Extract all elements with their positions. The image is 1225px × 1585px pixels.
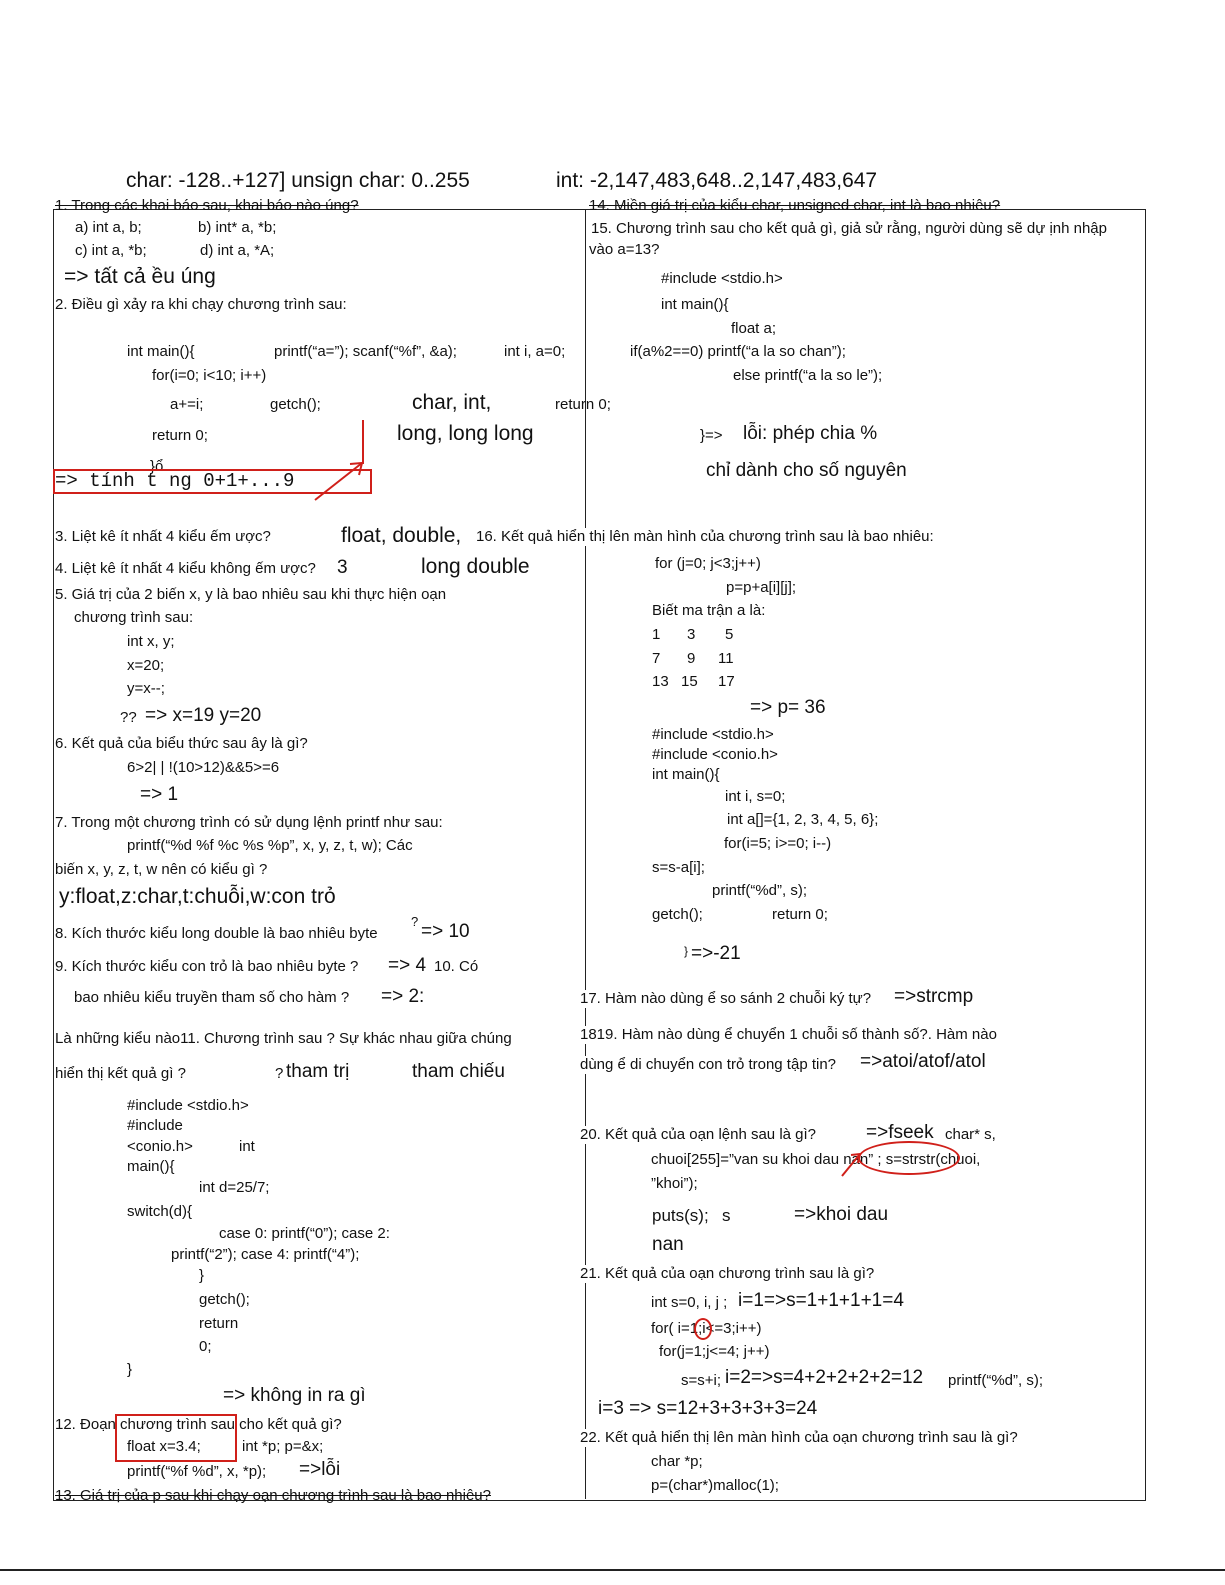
q3-answer: float, double, (341, 524, 462, 547)
q22-code-line: char *p; (651, 1453, 703, 1470)
q21-code-line: int s=0, i, j ; (651, 1294, 728, 1311)
q1-option-d: d) int a, *A; (200, 242, 275, 259)
q21-note: i=3 => s=12+3+3+3+3=24 (598, 1398, 818, 1419)
question-7: 7. Trong một chương trình có sử dụng lệnh printf như sau: (55, 814, 443, 831)
question-6: 6. Kết quả của biểu thức sau ây là gì? (55, 735, 308, 752)
char-range-note: char: -128..+127] unsign char: 0..255 (126, 169, 470, 192)
question-10: bao nhiêu kiểu truyền tham số cho hàm ? (74, 989, 350, 1006)
q16-answer: => p= 36 (750, 697, 826, 718)
q15-code-line: }=> (700, 427, 723, 444)
question-18-19: dùng ể di chuyển con trỏ trong tập tin? (580, 1056, 837, 1073)
q21-code-line: for(j=1;j<=4; j++) (659, 1343, 770, 1360)
matrix-cell: 15 (681, 673, 698, 690)
q21-note: i=2=>s=4+2+2+2+2=12 (725, 1367, 924, 1388)
p2-code-line: return 0; (772, 906, 828, 923)
annotation-arrow (310, 455, 370, 505)
question-8: 8. Kích thước kiểu long double là bao nhiêu byte (55, 925, 378, 942)
q18-19-answer: =>atoi/atof/atol (860, 1051, 986, 1072)
q5-answer: => x=19 y=20 (145, 705, 262, 726)
q1-option-c: c) int a, *b; (75, 242, 147, 259)
question-21: 21. Kết quả của oạn chương trình sau là gì? (580, 1265, 875, 1282)
question-2: 2. Điều gì xảy ra khi chạy chương trình sau: (55, 296, 347, 313)
q11-code-line: #include (127, 1117, 183, 1134)
question-22: 22. Kết quả hiển thị lên màn hình của oạn chương trình sau là gì? (580, 1429, 1018, 1446)
question-4: 4. Liệt kê ít nhất 4 kiểu không ếm ược? (55, 560, 316, 577)
q15-code-line: float a; (731, 320, 777, 337)
annotation-arrow (838, 1148, 868, 1180)
question-7: biến x, y, z, t, w nên có kiểu gì ? (55, 861, 268, 878)
q17-answer: =>strcmp (894, 986, 974, 1007)
matrix-cell: 13 (652, 673, 669, 690)
q11-code-line: #include <stdio.h> (127, 1097, 249, 1114)
q2-code-line: }ổ (150, 458, 164, 475)
matrix-cell: 3 (687, 626, 696, 643)
q12-answer: =>lỗi (299, 1459, 341, 1480)
q11-code-line: main(){ (127, 1158, 175, 1175)
q2-answer: => tính t ng 0+1+...9 (55, 470, 295, 492)
question-9: 9. Kích thước kiểu con trỏ là bao nhiêu byte ? (55, 958, 359, 975)
q9-answer: => 4 (388, 955, 427, 976)
question-10: 10. Có (434, 958, 479, 975)
q2-note: char, int, (412, 391, 492, 414)
q5-code-line: x=20; (127, 657, 165, 674)
q12-code-line: printf(“%f %d”, x, *p); (127, 1463, 267, 1480)
q11-mark: ? (275, 1065, 284, 1082)
question-18-19: 1819. Hàm nào dùng ể chuyển 1 chuỗi số thành số?. Hàm nào (580, 1026, 997, 1043)
q12-code-line: int *p; p=&x; (242, 1438, 324, 1455)
q1-option-b: b) int* a, *b; (198, 219, 277, 236)
q2-code-line: getch(); (270, 396, 321, 413)
q21-code-line: printf(“%d”, s); (948, 1372, 1044, 1389)
q15-answer: lỗi: phép chia % (743, 423, 878, 444)
q15-code-line: if(a%2==0) printf(“a la so chan”); (630, 343, 846, 360)
question-11: Là những kiểu nào11. Chương trình sau ? Sự khác nhau giữa chúng (55, 1030, 512, 1047)
matrix-cell: 17 (718, 673, 735, 690)
p2-code-line: s=s-a[i]; (652, 859, 705, 876)
q20-code-line: char* s, (945, 1126, 996, 1143)
q11-code-line: printf(“2”); case 4: printf(“4”); (171, 1246, 360, 1263)
q5-code-line: y=x--; (127, 680, 165, 697)
q2-note: long, long long (397, 422, 534, 445)
q11-code-line: } (127, 1361, 133, 1378)
q8-answer: => 10 (421, 921, 470, 942)
q11-code-line: int (239, 1138, 255, 1155)
p2-code-line: #include <conio.h> (652, 746, 778, 763)
q12-code-line: float x=3.4; (127, 1438, 201, 1455)
p2-code-line: getch(); (652, 906, 703, 923)
q11-code-line: return (199, 1315, 239, 1332)
p2-code-line: } (684, 944, 689, 958)
q21-circle-annotation (694, 1318, 712, 1340)
q20-circle-annotation (858, 1141, 960, 1175)
q11-code-line: } (199, 1267, 205, 1284)
q16-code-line: p=p+a[i][j]; (726, 579, 797, 596)
question-15: 15. Chương trình sau cho kết quả gì, giả sử rằng, người dùng sẽ dự ịnh nhập (591, 220, 1107, 237)
question-11: hiển thị kết quả gì ? (55, 1065, 186, 1082)
q21-code-line: for( i=1;i<=3;i++) (651, 1320, 762, 1337)
q8-mark: ? (411, 914, 419, 929)
matrix-cell: 9 (687, 650, 696, 667)
q2-code-line: int main(){ (127, 343, 195, 360)
question-14: 14. Miền giá trị của kiểu char, unsigned char, int là bao nhiêu? (589, 197, 1001, 214)
q2-code-line: return 0; (152, 427, 208, 444)
q20-code-line: ”khoi”); (651, 1175, 698, 1192)
q16-code-line: for (j=0; j<3;j++) (655, 555, 761, 572)
q5-code-line: int x, y; (127, 633, 175, 650)
question-5: 5. Giá trị của 2 biến x, y là bao nhiêu sau khi thực hiện oạn (55, 586, 447, 603)
p2-code-line: #include <stdio.h> (652, 726, 774, 743)
q20-answer: nan (652, 1234, 684, 1255)
q11-code-line: getch(); (199, 1291, 250, 1308)
q15-code-line: else printf(“a la so le”); (733, 367, 883, 384)
q5-mark: ?? (120, 709, 137, 726)
question-16: 16. Kết quả hiển thị lên màn hình của chương trình sau là bao nhiêu: (476, 528, 934, 545)
p2-answer: =>-21 (691, 943, 741, 964)
matrix-cell: 1 (652, 626, 661, 643)
q20-code-line: puts(s); (652, 1206, 709, 1225)
q15-code-line: #include <stdio.h> (661, 270, 783, 287)
p2-code-line: int main(){ (652, 766, 720, 783)
q11-answer: tham chiếu (412, 1061, 505, 1082)
q20-answer-fseek: =>fseek (866, 1122, 934, 1143)
question-5: chương trình sau: (74, 609, 194, 626)
question-20: 20. Kết quả của oạn lệnh sau là gì? (580, 1126, 817, 1143)
question-15: vào a=13? (589, 241, 660, 258)
q11-code-line: switch(d){ (127, 1203, 193, 1220)
q16-matrix-label: Biết ma trận a là: (652, 602, 766, 619)
q15-code-line: return 0; (555, 396, 611, 413)
q2-code-line: for(i=0; i<10; i++) (152, 367, 267, 384)
q2-code-line: printf(“a=”); scanf(“%f”, &a); (274, 343, 457, 360)
bottom-rule (0, 1569, 1225, 1571)
q11-code-line: 0; (199, 1338, 212, 1355)
matrix-cell: 5 (725, 626, 734, 643)
q7-answer: y:float,z:char,t:chuỗi,w:con trỏ (59, 885, 336, 908)
q1-answer: => tất cả ều úng (64, 265, 216, 288)
q21-note: i=1=>s=1+1+1+1=4 (738, 1290, 904, 1311)
p2-code-line: int i, s=0; (725, 788, 786, 805)
q6-code: 6>2| | !(10>12)&&5>=6 (127, 759, 280, 776)
q22-code-line: p=(char*)malloc(1); (651, 1477, 779, 1494)
q15-code-line: int main(){ (661, 296, 729, 313)
q11-answer: tham trị (286, 1061, 350, 1082)
question-1: 1. Trong các khai báo sau, khai báo nào úng? (55, 197, 359, 214)
q1-option-a: a) int a, b; (75, 219, 142, 236)
q11-code-line: int d=25/7; (199, 1179, 270, 1196)
q7-code: printf(“%d %f %c %s %p”, x, y, z, t, w); Các (127, 837, 413, 854)
q2-code-line: a+=i; (170, 396, 204, 413)
question-13: 13. Giá trị của p sau khi chạy oạn chương trình sau là bao nhiêu? (55, 1487, 491, 1504)
q20-code-line: s (722, 1206, 731, 1225)
question-12: 12. Đoạn chương trình sau cho kết quả gì? (55, 1416, 342, 1433)
q15-answer: chỉ dành cho số nguyên (706, 460, 907, 481)
int-range-note: int: -2,147,483,648..2,147,483,647 (556, 169, 878, 192)
p2-code-line: int a[]={1, 2, 3, 4, 5, 6}; (727, 811, 879, 828)
q20-answer: =>khoi dau (794, 1204, 889, 1225)
question-3: 3. Liệt kê ít nhất 4 kiểu ếm ược? (55, 528, 271, 545)
q10-answer: => 2: (381, 986, 425, 1007)
matrix-cell: 11 (718, 650, 734, 667)
q11-code-line: <conio.h> (127, 1138, 193, 1155)
q11-result: => không in ra gì (223, 1385, 366, 1406)
q11-code-line: case 0: printf(“0”); case 2: (219, 1225, 390, 1242)
q6-answer: => 1 (140, 784, 179, 805)
q4-mark: 3 (337, 557, 348, 578)
q21-code-line: s=s+i; (681, 1372, 722, 1389)
q20-code-line: chuoi[255]=”van su khoi dau nan” ; s=strstr(chuoi, (651, 1151, 981, 1168)
question-17: 17. Hàm nào dùng ể so sánh 2 chuỗi ký tự? (580, 990, 872, 1007)
q3-answer: long double (421, 555, 530, 578)
p2-code-line: printf(“%d”, s); (712, 882, 808, 899)
p2-code-line: for(i=5; i>=0; i--) (724, 835, 832, 852)
matrix-cell: 7 (652, 650, 661, 667)
q2-code-line: int i, a=0; (504, 343, 566, 360)
